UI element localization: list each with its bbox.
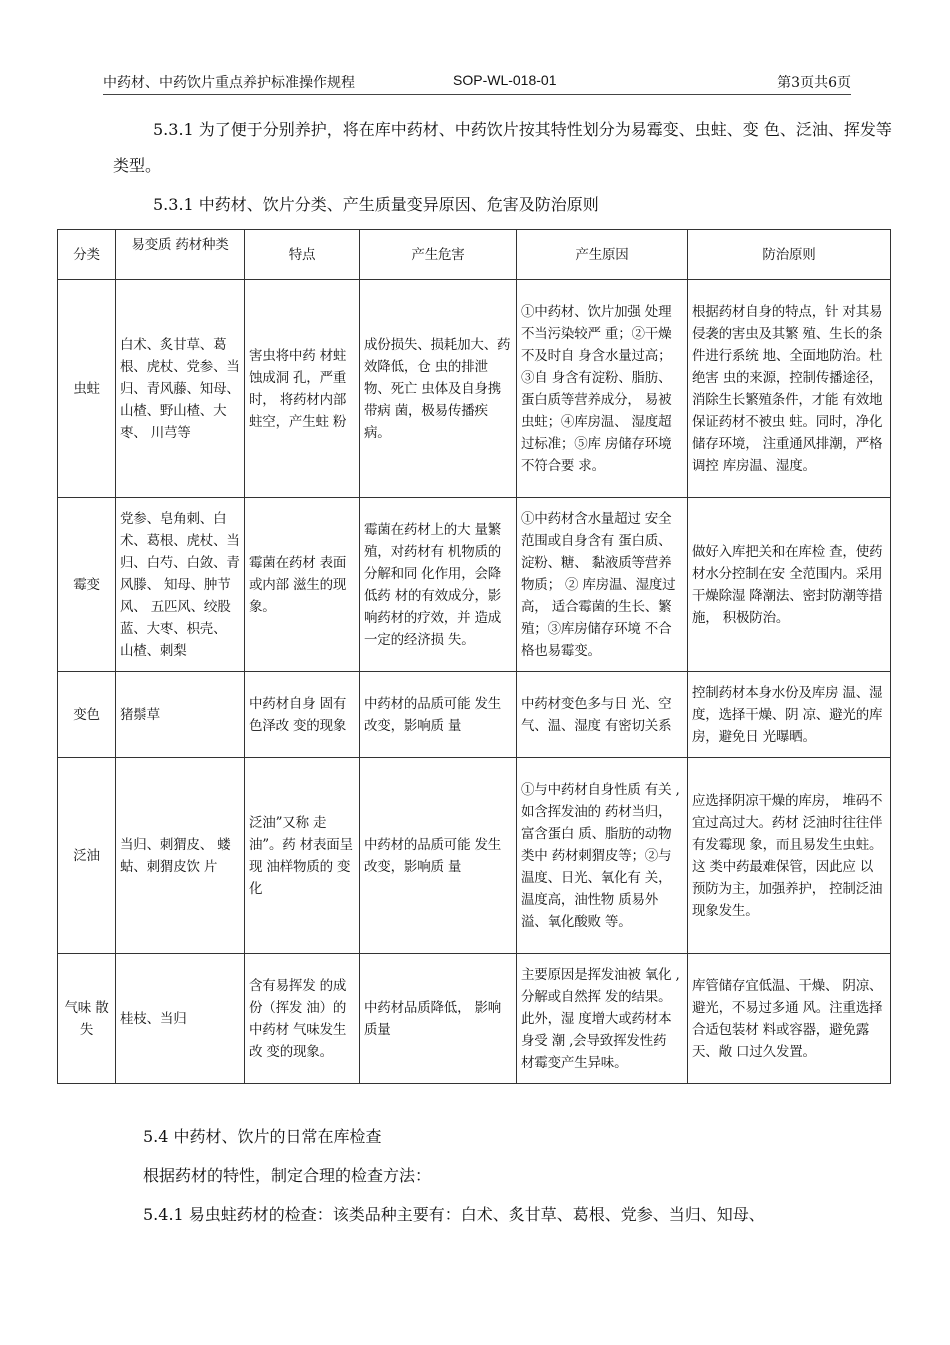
table-row [58,672,891,758]
row-cause: ①中药材、饮片加强 处理不当污染较严 重；②干燥不及时自 身含水量过高；③自 身含有淀粉、脂肪、 蛋白质等营养成分， 易被虫蛀；④库房温、 湿度超过标准；⑤库 房储存环境不符合要 求。 [517,280,688,498]
row-harm: 成份损失、损耗加大、药效降低，仓 虫的排泄物、死亡 虫体及自身携带病 菌，极易传播疾病。 [360,280,517,498]
header-category: 分类 [58,230,116,280]
row-cause: ①与中药材自身性质 有关 ,如含挥发油的 药材当归，富含蛋白 质、脂肪的动物类中 药材刺猬皮等；②与 温度、日光、氧化有 关，温度高，油性物 质易外溢、氧化酸败 等。 [517,758,688,954]
row-feature: 泛油”又称 走油”。药 材表面呈现 油样物质的 变化 [245,758,360,954]
row-feature: 害虫将中药 材蛀蚀成洞 孔，严重时， 将药材内部 蛀空，产生蛀 粉 [245,280,360,498]
row-herbs: 白术、炙甘草、葛根、虎杖、党参、当归、青风藤、知母、山楂、野山楂、大枣、 川芎等 [116,280,245,498]
row-prevention: 库管储存宜低温、干燥、 阴凉、避光，不易过多通 风。注重选择合适包装材 料或容器，避免露天、敞 口过久发置。 [688,954,891,1084]
row-feature: 含有易挥发 的成份（挥发 油）的中药材 气味发生改 变的现象。 [245,954,360,1084]
row-herbs: 当归、刺猬皮、 蝼蛄、刺猬皮饮 片 [116,758,245,954]
row-category: 泛油 [58,758,116,954]
page-header [103,72,851,95]
header-feature: 特点 [245,230,360,280]
table-row [58,280,891,498]
row-prevention: 应选择阴凉干燥的库房， 堆码不宜过高过大。药材 泛油时往往伴有发霉现 象，而且易发生虫蛀。这 类中药最难保管，因此应 以预防为主，加强养护， 控制泛油现象发生。 [688,758,891,954]
intro-paragraph: 5.3.1 为了便于分别养护，将在库中药材、中药饮片按其特性划分为易霉变、虫蛀、变 色、泛油、挥发等类型。 [113,120,892,175]
table-row [58,758,891,954]
row-feature: 中药材自身 固有色泽改 变的现象 [245,672,360,758]
row-harm: 中药材的品质可能 发生改变，影响质 量 [360,672,517,758]
header-herbs: 易变质 药材种类 [116,230,245,280]
header-cause: 产生原因 [517,230,688,280]
row-herbs: 桂枝、当归 [116,954,245,1084]
classification-table [57,229,891,1084]
row-prevention: 根据药材自身的特点，针 对其易侵袭的害虫及其繁 殖、生长的条件进行系统 地、全面地防治。杜绝害 虫的来源，控制传播途径， 消除生长繁殖条件，才能 有效地保证药材不被虫 蛀。同时，净化储存环境， 注重通风排潮，严格调控 库房温、湿度。 [688,280,891,498]
table-header-row [58,230,891,280]
document-title: 中药材、中药饮片重点养护标准操作规程 [103,75,355,91]
row-herbs: 猪鬃草 [116,672,245,758]
table-row [58,498,891,672]
row-category: 气味 散失 [58,954,116,1084]
row-cause: 主要原因是挥发油被 氧化 ,分解或自然挥 发的结果。此外，湿 度增大或药材本身受 潮 ,会导致挥发性药 材霉变产生异味。 [517,954,688,1084]
row-harm: 中药材品质降低， 影响质量 [360,954,517,1084]
row-category: 虫蛀 [58,280,116,498]
row-category: 变色 [58,672,116,758]
page-number: 第3页共6页 [777,75,851,91]
row-harm: 中药材的品质可能 发生改变，影响质 量 [360,758,517,954]
row-category: 霉变 [58,498,116,672]
row-cause: ①中药材含水量超过 安全范围或自身含有 蛋白质、淀粉、糖、 黏液质等营养物质； ② 库房温、湿度过高， 适合霉菌的生长、繁 殖；③库房储存环境 不合格也易霉变。 [517,498,688,672]
table-row [58,954,891,1084]
table-title: 5.3.1 中药材、饮片分类、产生质量变异原因、危害及防治原则 [153,195,599,214]
document-code: SOP-WL-018-01 [453,72,557,88]
header-harm: 产生危害 [360,230,517,280]
row-cause: 中药材变色多与日 光、空气、温、湿度 有密切关系 [517,672,688,758]
row-herbs: 党参、皂角刺、白术、葛根、虎杖、当归、白芍、白敛、青风滕、 知母、肿节风、 五匹风、绞股 蓝、大枣、枳壳、 山楂、刺梨 [116,498,245,672]
section-5-4-heading: 5.4 中药材、饮片的日常在库检查 [143,1127,382,1146]
row-prevention: 做好入库把关和在库检 查，使药材水分控制在安 全范围内。采用干燥除湿 降潮法、密封防潮等措施， 积极防治。 [688,498,891,672]
section-5-4-1-text: 5.4.1 易虫蛀药材的检查：该类品种主要有：白术、炙甘草、葛根、党参、当归、知母、 [143,1205,765,1224]
row-feature: 霉菌在药材 表面或内部 滋生的现象。 [245,498,360,672]
row-harm: 霉菌在药材上的大 量繁殖，对药材有 机物质的分解和同 化作用，会降低药 材的有效成分，影 响药材的疗效，并 造成一定的经济损 失。 [360,498,517,672]
header-prevention: 防治原则 [688,230,891,280]
section-5-4-text: 根据药材的特性，制定合理的检查方法： [143,1166,432,1185]
row-prevention: 控制药材本身水份及库房 温、湿度，选择干燥、阴 凉、避光的库房，避免日 光曝晒。 [688,672,891,758]
